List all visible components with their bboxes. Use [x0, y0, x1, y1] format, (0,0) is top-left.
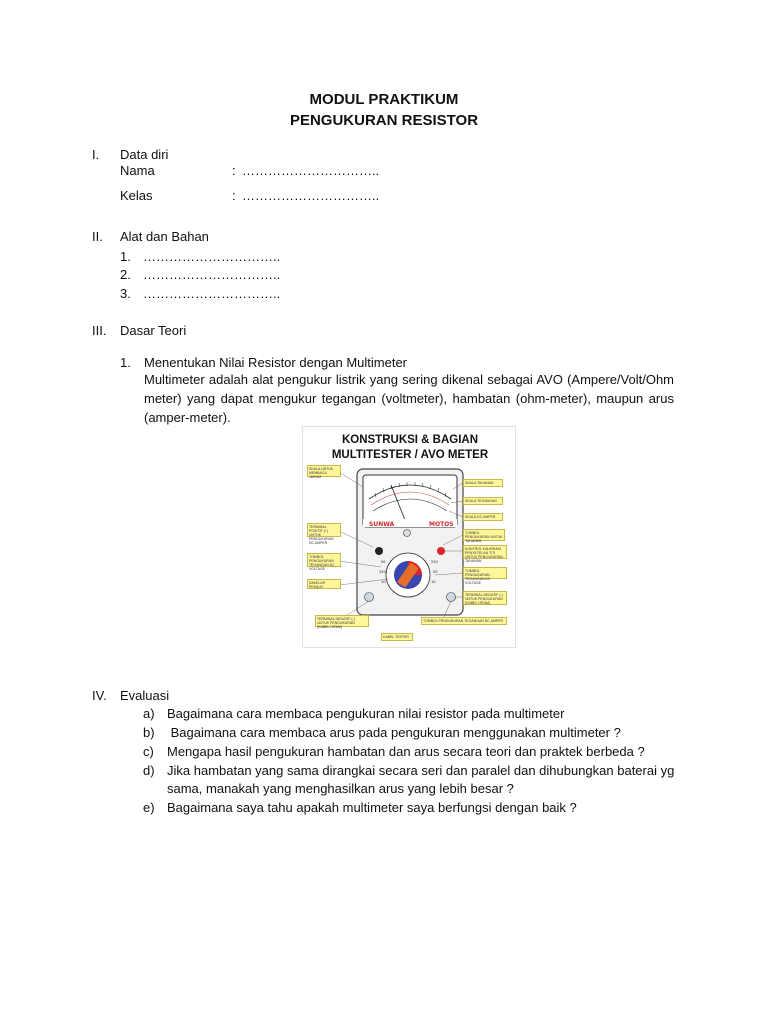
list-item-value: …………………………..	[143, 286, 281, 301]
field-nama-value: …………………………..	[242, 163, 380, 178]
section-4-number: IV.	[92, 688, 107, 703]
subsection-heading: Menentukan Nilai Resistor dengan Multimeter	[144, 355, 408, 370]
section-3-heading: Dasar Teori	[120, 323, 187, 338]
subsection-number: 1.	[120, 355, 131, 370]
list-item-value: …………………………..	[143, 267, 281, 282]
field-kelas-colon: :	[232, 188, 236, 203]
brand-left: SUNWA	[369, 521, 395, 528]
section-3-number: III.	[92, 323, 107, 338]
evaluation-item-letter: a)	[143, 706, 155, 721]
label-negative-terminal: TERMINAL NEGATIF (-) UNTUK PENGUKURAN (KABEL HITAM)	[463, 591, 507, 605]
brand-right: MOTOS	[429, 521, 454, 528]
label-selector-switch: SAKELAR PEMILIH	[307, 579, 341, 589]
section-1-number: I.	[92, 147, 100, 162]
evaluation-item-text: sama, manakah yang menghasilkan arus yang lebih besar ?	[167, 781, 514, 796]
label-voltage-scale: SKALA TEGANGAN	[463, 497, 503, 505]
figure-title-line2: MULTITESTER / AVO METER	[331, 449, 489, 461]
paragraph-line: meter) yang dapat mengukur tegangan (voltmeter), hambatan (ohm-meter), maupun arus	[144, 391, 674, 406]
label-test-cable: KABEL TESTER	[381, 633, 413, 641]
evaluation-item-letter: d)	[143, 763, 155, 778]
list-item-value: …………………………..	[143, 249, 281, 264]
section-2-number: II.	[92, 229, 103, 244]
paragraph-line: (amper-meter).	[144, 410, 231, 425]
svg-text:250: 250	[431, 560, 438, 564]
label-calibration-control: KONTROL KALIBRASI PENYETELAN TITI UNTUK PENGUKURAN TAHANAN	[463, 545, 507, 559]
figure-title-line1: KONSTRUKSI & BAGIAN	[341, 434, 479, 446]
list-item-number: 3.	[120, 286, 131, 301]
label-dc-amp-button: TOMBOL PENGUKURAN TEGANGAN DC AMPER	[421, 617, 507, 625]
field-nama-label: Nama	[120, 163, 155, 178]
evaluation-item-text: Mengapa hasil pengukuran hambatan dan arus secara teori dan praktek berbeda ?	[167, 744, 645, 759]
paragraph-line: Multimeter adalah alat pengukur listrik yang sering dikenal sebagai AVO (Ampere/Volt/Ohm	[144, 372, 674, 387]
section-1-heading: Data diri	[120, 147, 169, 162]
field-nama-colon: :	[232, 163, 236, 178]
section-4-heading: Evaluasi	[120, 688, 170, 703]
multimeter-figure	[302, 426, 516, 648]
evaluation-item-letter: b)	[143, 725, 155, 740]
evaluation-item-letter: c)	[143, 744, 154, 759]
label-bottom-negative-terminal: TERMINAL NEGATIF (-) UNTUK PENGUKURAN (KABEL HITAM)	[315, 615, 369, 627]
svg-text:50: 50	[381, 560, 386, 564]
evaluation-item-text: Bagaimana cara membaca pengukuran nilai resistor pada multimeter	[167, 706, 565, 721]
svg-text:10: 10	[431, 580, 436, 584]
label-dc-amp-scale: SKALA DC AMPER	[463, 513, 503, 521]
svg-text:10: 10	[381, 580, 386, 584]
label-dc-voltage-button: TOMBOL PENGUKURAN TEGANGAN DC VOLTAGE	[307, 553, 341, 567]
evaluation-item-text: Bagaimana cara membaca arus pada pengukuran menggunakan multimeter ?	[167, 725, 621, 740]
list-item-number: 2.	[120, 267, 131, 282]
svg-text:250: 250	[379, 570, 386, 574]
svg-text:50: 50	[433, 570, 438, 574]
field-kelas-label: Kelas	[120, 188, 153, 203]
evaluation-item-letter: e)	[143, 800, 155, 815]
section-2-heading: Alat dan Bahan	[120, 229, 209, 244]
document-title: MODUL PRAKTIKUM	[309, 91, 459, 108]
theory-paragraph	[144, 370, 674, 427]
list-item-number: 1.	[120, 249, 131, 264]
evaluation-item-text: Bagaimana saya tahu apakah multimeter saya berfungsi dengan baik ?	[167, 800, 577, 815]
label-scale-needle: SKALA UNTUK MEMBACA JARUM	[307, 465, 341, 477]
label-positive-terminal: TERMINAL POSITIF (+) UNTUK PENGUKURAN DC AMPER	[307, 523, 341, 537]
field-kelas-value: …………………………..	[242, 188, 380, 203]
evaluation-item-text: Jika hambatan yang sama dirangkai secara seri dan paralel dan dihubungkan baterai yg	[167, 763, 675, 778]
label-resistance-scale: SKALA TAHANAN	[463, 479, 503, 487]
document-subtitle: PENGUKURAN RESISTOR	[289, 112, 479, 129]
label-resistance-button: TOMBOL PENGUKURAN UNTUK TAHANAN	[463, 529, 505, 541]
label-ac-voltage-button: TOMBOL PENGUKURAN TEGANGAN AC VOLTAGE	[463, 567, 507, 579]
